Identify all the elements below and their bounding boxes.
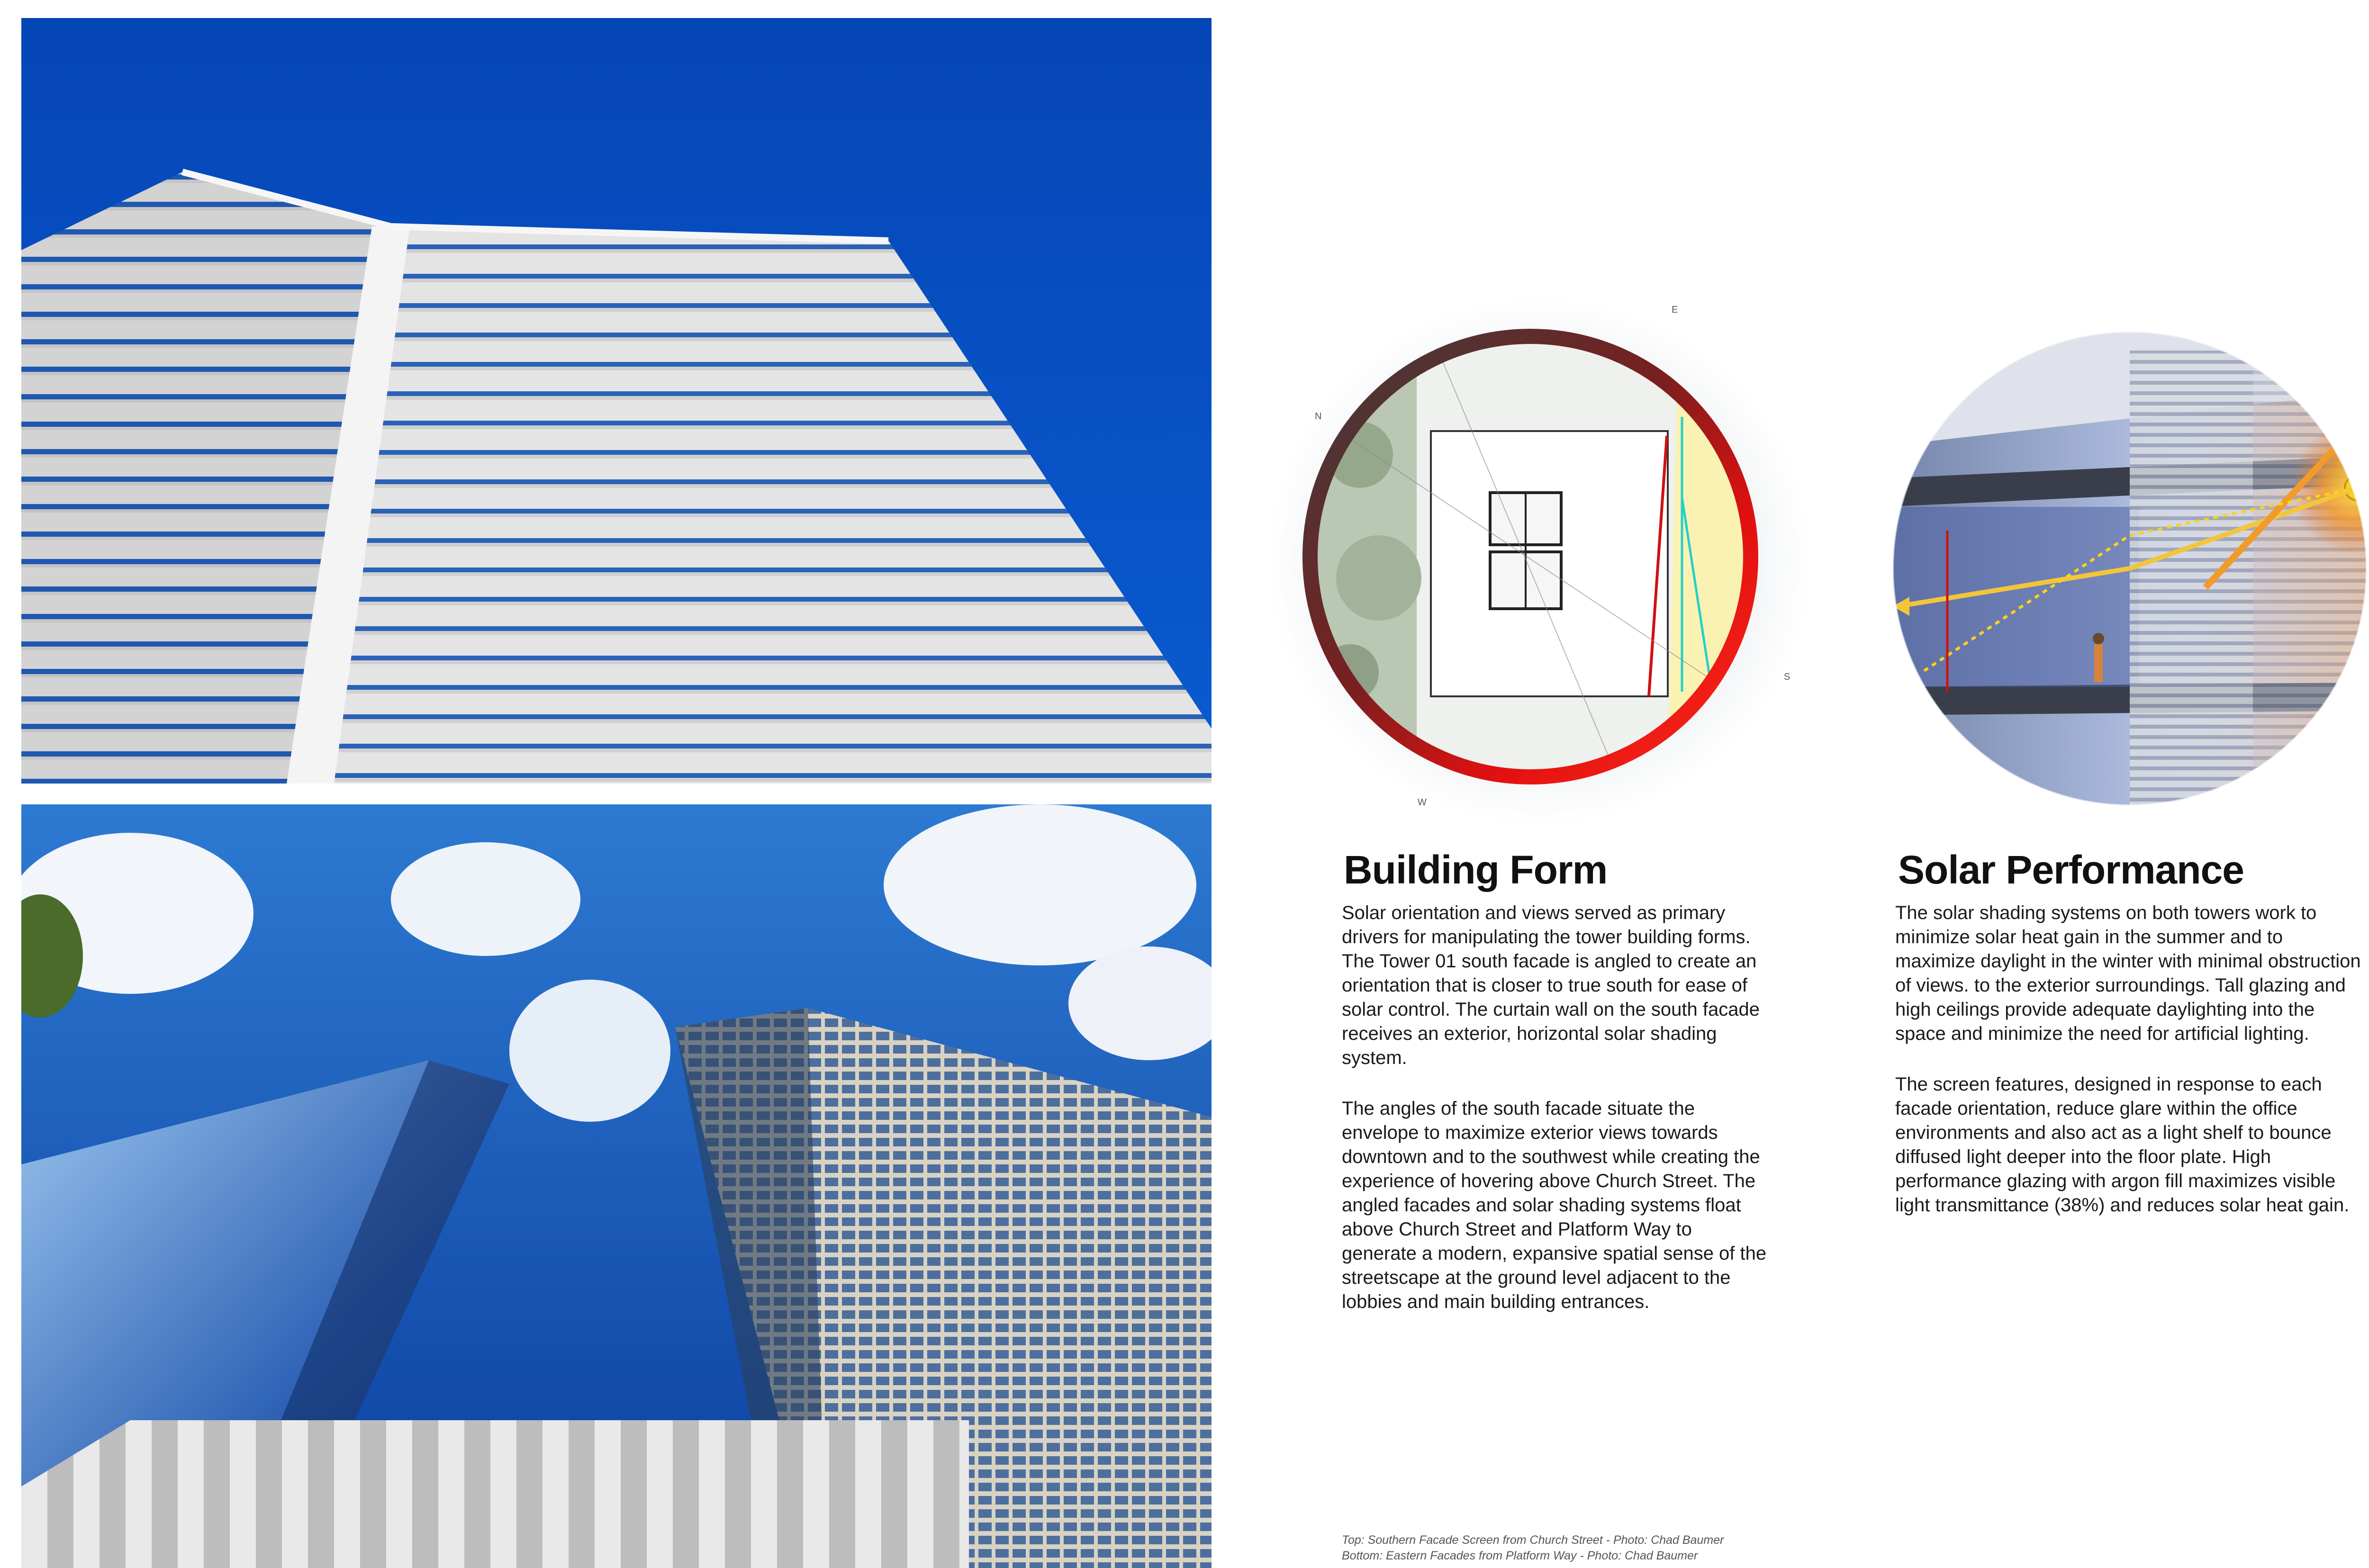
solar-performance-diagram — [1864, 322, 2369, 815]
solar-performance-paragraph-1: The solar shading systems on both towers work to minimize solar heat gain in the summer and to maximize daylight in the winter with minimal obstruction of views. to the exterior surroundings. Tall glazing and high ceilings provide adequate daylighting into the space and minimize the need for artificial lighting. — [1895, 902, 2361, 1044]
caption-top: Top: Southern Facade Screen from Church Street - Photo: Chad Baumer — [1342, 1533, 1724, 1547]
compass-label-n: N — [1315, 411, 1322, 422]
compass-label-s: S — [1784, 672, 1790, 682]
photo-captions — [1342, 1532, 1958, 1564]
building-form-body — [1342, 901, 1771, 1341]
building-form-paragraph-1: Solar orientation and views served as primary drivers for manipulating the tower building forms. The Tower 01 south facade is angled to create an orientation that is closer to true south for ease of solar control. The curtain wall on the south facade receives an exterior, horizontal solar shading system. — [1342, 902, 1760, 1068]
photo-top-southern-facade — [21, 18, 1212, 784]
building-form-paragraph-2: The angles of the south facade situate the envelope to maximize exterior views towards downtown and to the southwest while creating the experience of hovering above Church Street. The angled facades and solar shading systems float above Church Street and Platform Way to generate a modern, expansive spatial sense of the streetscape at the ground level adjacent to the lobbies and main building entrances. — [1342, 1098, 1767, 1312]
building-form-diagram — [1265, 284, 1815, 838]
caption-bottom: Bottom: Eastern Facades from Platform Way - Photo: Chad Baumer — [1342, 1549, 1698, 1562]
solar-performance-body — [1895, 901, 2362, 1244]
photo-bottom-eastern-facades — [21, 804, 1212, 1568]
solar-performance-title: Solar Performance — [1898, 847, 2244, 892]
compass-label-e: E — [1672, 305, 1678, 315]
compass-label-w: W — [1418, 797, 1427, 808]
solar-performance-paragraph-2: The screen features, designed in response to each facade orientation, reduce glare within the office environments and also act as a light shelf to bounce diffused light deeper into the floor plate. High performance glazing with argon fill maximizes visible light transmittance (38%) and reduces solar heat gain. — [1895, 1074, 2350, 1216]
building-form-title: Building Form — [1344, 847, 1608, 892]
